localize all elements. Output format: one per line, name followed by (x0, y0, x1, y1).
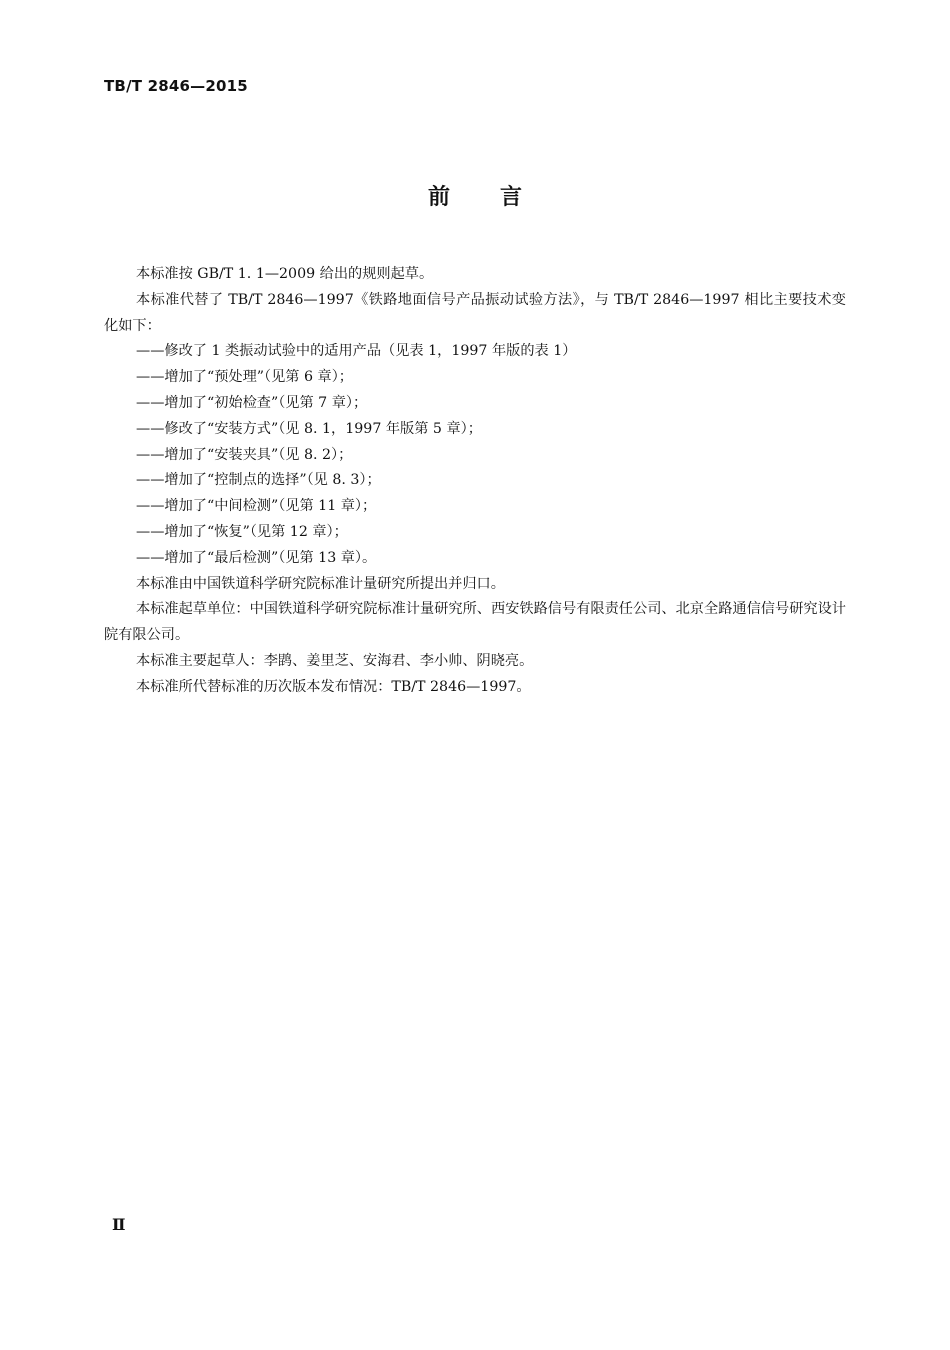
list-item: ——增加了“预处理”（见第 6 章）； (136, 369, 353, 386)
page-number: Ⅱ (112, 1215, 126, 1234)
list-item: ——增加了“安装夹具”（见 8. 2）； (136, 446, 353, 463)
foreword-body (104, 262, 846, 701)
list-item: ——增加了“控制点的选择”（见 8. 3）； (136, 472, 381, 489)
list-item: ——增加了“初始检查”（见第 7 章）； (136, 394, 368, 411)
list-item: ——增加了“恢复”（见第 12 章）； (136, 523, 348, 540)
list-item: ——增加了“中间检测”（见第 11 章）； (136, 498, 377, 515)
page-title: 前言 (427, 185, 572, 210)
paragraph-drafters: 本标准主要起草人：李鹍、姜里芝、安海君、李小帅、阴晓亮。 (136, 652, 534, 669)
changes-list (104, 339, 846, 571)
paragraph-drafting-units: 本标准起草单位：中国铁道科学研究院标准计量研究所、西安铁路信号有限责任公司、北京全路通信信号研究设计院有限公司。 (104, 601, 846, 644)
paragraph-drafting-rules: 本标准按 GB/T 1. 1—2009 给出的规则起草。 (136, 266, 434, 282)
paragraph-history: 本标准所代替标准的历次版本发布情况：TB/T 2846—1997。 (136, 678, 531, 695)
standard-code: TB/T 2846—2015 (104, 77, 248, 95)
list-item: ——增加了“最后检测”（见第 13 章）。 (136, 549, 377, 566)
paragraph-proposer: 本标准由中国铁道科学研究院标准计量研究所提出并归口。 (136, 575, 505, 592)
paragraph-replacement: 本标准代替了 TB/T 2846—1997《铁路地面信号产品振动试验方法》，与 TB/T 2846—1997 相比主要技术变化如下： (104, 291, 846, 334)
list-item: ——修改了“安装方式”（见 8. 1，1997 年版第 5 章）； (136, 420, 482, 437)
list-item: ——修改了 1 类振动试验中的适用产品（见表 1，1997 年版的表 1） (136, 343, 577, 360)
